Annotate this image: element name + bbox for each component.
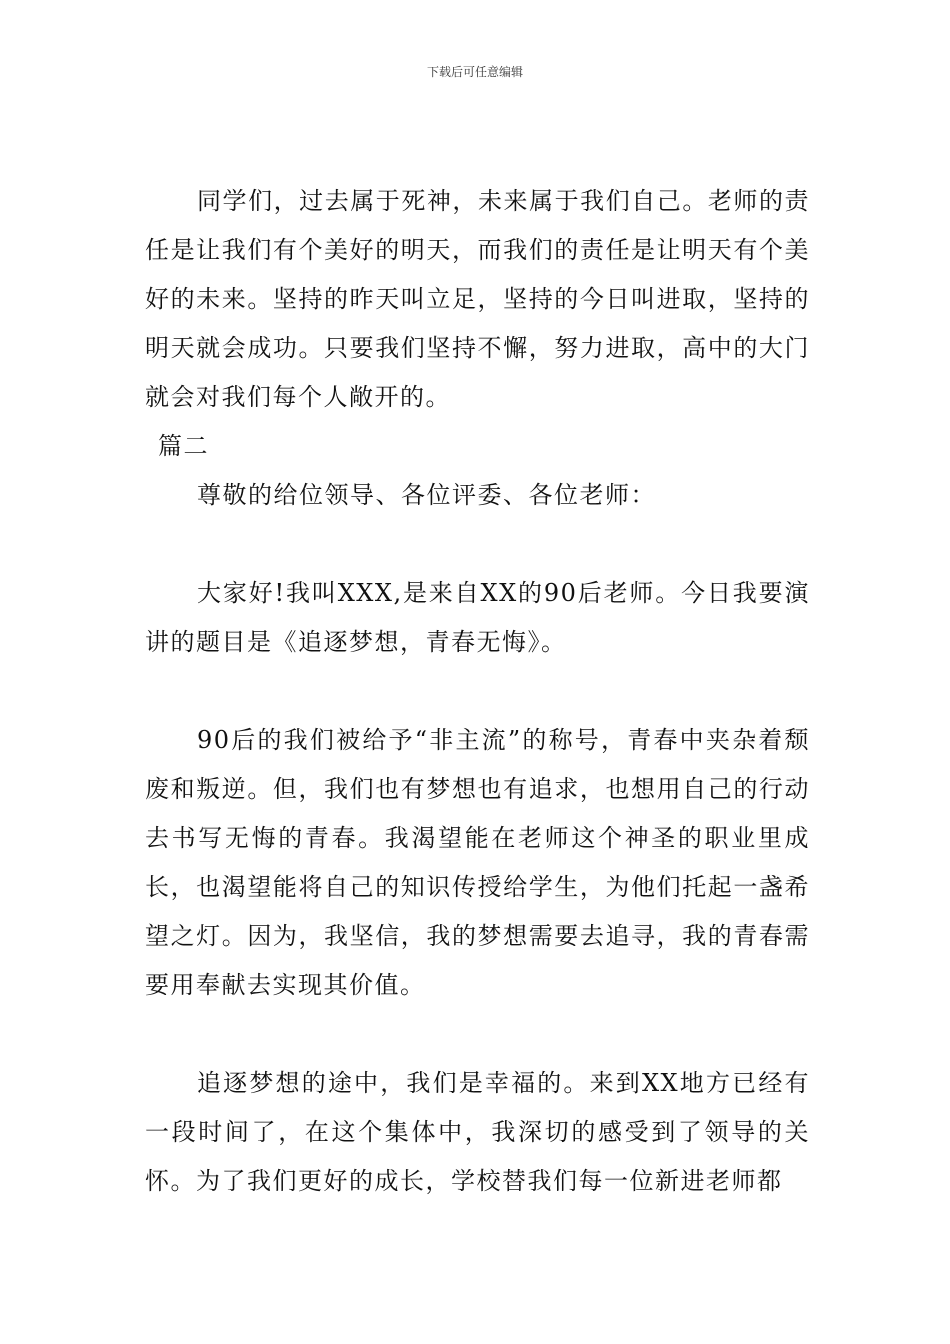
paragraph-introduction: 大家好!我叫XXX,是来自XX的90后老师。今日我要演讲的题目是《追逐梦想，青春无悔》。 [145,579,810,656]
spacer [145,520,810,569]
paragraph-salutation: 尊敬的给位领导、各位评委、各位老师： [197,481,656,509]
section-title: 篇二 [158,432,209,460]
paragraph-closing: 同学们，过去属于死神，未来属于我们自己。老师的责任是让我们有个美好的明天，而我们的责任是让明天有个美好的未来。坚持的昨天叫立足，坚持的今日叫进取，坚持的明天就会成功。只要我们坚持不懈，努力进取，高中的大门就会对我们每个人敞开的。 [145,187,810,411]
paragraph-pursuit: 追逐梦想的途中，我们是幸福的。来到XX地方已经有一段时间了，在这个集体中，我深切的感受到了领导的关怀。为了我们更好的成长，学校替我们每一位新进老师都 [145,1069,810,1195]
paragraph-dream: 90后的我们被给予“非主流”的称号，青春中夹杂着颓废和叛逆。但，我们也有梦想也有追求，也想用自己的行动去书写无悔的青春。我渴望能在老师这个神圣的职业里成长，也渴望能将自己的知识传授给学生，为他们托起一盏希望之灯。因为，我坚信，我的梦想需要去追寻，我的青春需要用奉献去实现其价值。 [145,726,810,999]
spacer [145,667,810,716]
spacer [145,1010,810,1059]
header-note: 下载后可任意编辑 [426,65,523,79]
document-body [145,177,810,1206]
